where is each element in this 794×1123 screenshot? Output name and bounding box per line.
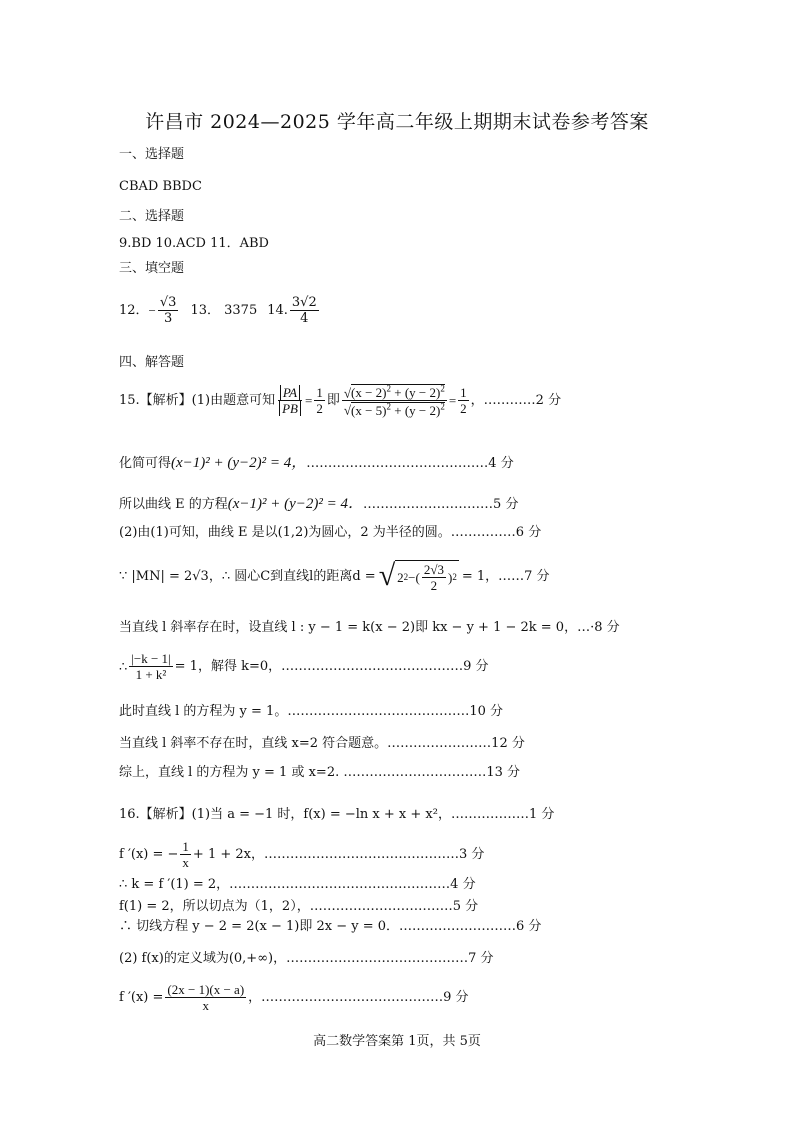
section-heading-solve: 四、解答题	[119, 355, 185, 370]
q15-l7-suffix: = 1，解得 k=0，……………………………………9 分	[174, 659, 489, 674]
q15-l2-prefix: 化简可得	[119, 456, 172, 471]
section-heading-fill: 三、填空题	[119, 261, 185, 276]
fill-answers: 12． − $\frac{√3}{3}$ 13． 3375 14. $\frac{3√2}{4}$	[119, 295, 317, 326]
q12-fraction	[158, 296, 179, 325]
q12-label: 12．	[119, 303, 149, 318]
q15-l1-score: …………2 分	[483, 393, 562, 409]
page-title: 许昌市 2024—2025 学年高二年级上期期末试卷参考答案	[145, 111, 649, 133]
q15-l1-prefix: 15.【解析】(1)由题意可知	[119, 393, 276, 409]
q16-l2-numerator: 1	[182, 839, 189, 854]
section-heading-multichoice: 二、选择题	[119, 209, 185, 224]
inverse-x-fraction	[180, 840, 191, 869]
q15-l7-denominator: 1 + k²	[135, 667, 167, 682]
q16-line5: ∴ 切线方程 y − 2 = 2(x − 1)即 2x − y = 0．………………………6 分	[119, 919, 542, 934]
q15-l2-score: ……………………………………4 分	[306, 456, 514, 471]
q16-l7-denominator: x	[202, 998, 210, 1013]
q14-numerator: 3√2	[291, 295, 317, 310]
q13-answer: 13． 3375	[190, 303, 258, 318]
q12-numerator: √3	[159, 295, 177, 310]
q16-line1: 16.【解析】(1)当 a = −1 时，f(x) = −ln x + x + x²，………………1 分	[119, 807, 555, 822]
q15-l5-suffix: = 1，……7 分	[461, 568, 550, 584]
half-fraction: $\frac{1}{2}$	[316, 385, 323, 417]
q15-line9: 当直线 l 斜率不存在时，直线 x=2 符合题意。……………………12 分	[119, 736, 525, 751]
distance-radical: √ 2 2 −( $\frac{2√3}{2}$ ) 2	[378, 559, 457, 593]
distance-fraction	[129, 652, 172, 681]
q15-line3	[119, 497, 518, 512]
q16-line2	[119, 840, 484, 869]
half-fraction-2: $\frac{1}{2}$	[460, 385, 467, 417]
q14-denominator: 4	[300, 311, 309, 326]
q16-line3: ∴ k = f ′(1) = 2，……………………………………………4 分	[119, 877, 476, 892]
q14-fraction	[290, 296, 319, 325]
section-heading-choice: 一、选择题	[119, 147, 185, 162]
page-footer: 高二数学答案第 1页，共 5页	[313, 1034, 481, 1049]
q15-line10: 综上，直线 l 的方程为 y = 1 或 x=2. ……………………………13 分	[119, 765, 521, 780]
q15-line6: 当直线 l 斜率存在时，设直线 l : y − 1 = k(x − 2)即 kx − y + 1 − 2k = 0，…·8 分	[119, 620, 620, 635]
q15-line1: 15.【解析】(1)由题意可知 $\frac{PA}{PB}$ = $\frac{1}{2}$ 即 $\frac{√(x - 2)^2 + (y - 2)^2}{√(x - 5)^2 + (y - 2)^2}$ = $\frac{1}{2}$ ， …………2 分	[119, 384, 562, 418]
derivative-fraction	[165, 983, 246, 1012]
q15-l5-prefix: ∵ |MN| = 2√3，∴ 圆心C到直线l的距离d =	[119, 568, 376, 584]
q15-line8: 此时直线 l 的方程为 y = 1。……………………………………10 分	[119, 704, 504, 719]
multichoice-answers: 9.BD 10.ACD 11．ABD	[119, 236, 269, 251]
q15-l3-prefix: 所以曲线 E 的方程	[119, 497, 228, 512]
q16-l2-prefix: f ′(x) = −	[119, 847, 179, 862]
q12-denominator: 3	[164, 311, 173, 326]
pa-pb-fraction: $\frac{PA}{PB}$	[277, 386, 303, 415]
q15-l2-equation: (x−1)² + (y−2)² = 4，	[171, 455, 307, 471]
q16-line7	[119, 983, 469, 1012]
q15-l3-score: …………………………5 分	[363, 497, 519, 512]
q16-l7-prefix: f ′(x) =	[119, 990, 164, 1005]
q15-line5	[119, 560, 550, 592]
q15-line7: ∴ $\frac{|-k - 1|}{\text{1 + k²}}$ = 1，解得 k=0，……………………………………9 分	[119, 651, 489, 682]
q15-l7-numerator: |−k − 1|	[131, 651, 171, 666]
q16-l7-numerator: (2x − 1)(x − a)	[167, 982, 245, 997]
q16-line4: f(1) = 2，所以切点为（1，2），……………………………5 分	[119, 899, 479, 914]
q16-line6: (2) f(x)的定义域为(0,+∞)，……………………………………7 分	[119, 951, 494, 966]
distance-ratio-fraction: $\frac{√(x - 2)^2 + (y - 2)^2}{√(x - 5)^2 + (y - 2)^2}$	[343, 384, 445, 418]
q14-label: 14.	[267, 303, 288, 318]
q16-l7-suffix: ，……………………………………9 分	[248, 990, 469, 1005]
q15-line2	[119, 456, 514, 471]
q16-l2-suffix: + 1 + 2x，………………………………………3 分	[192, 847, 485, 862]
q15-l1-mid: 即	[326, 393, 340, 409]
choice-answers: CBAD BBDC	[119, 179, 202, 194]
q15-line4: (2)由(1)可知，曲线 E 是以(1,2)为圆心，2 为半径的圆。……………6 分	[119, 525, 542, 540]
q16-l2-denominator: x	[182, 855, 189, 870]
q15-l3-equation: (x−1)² + (y−2)² = 4．	[227, 496, 364, 512]
